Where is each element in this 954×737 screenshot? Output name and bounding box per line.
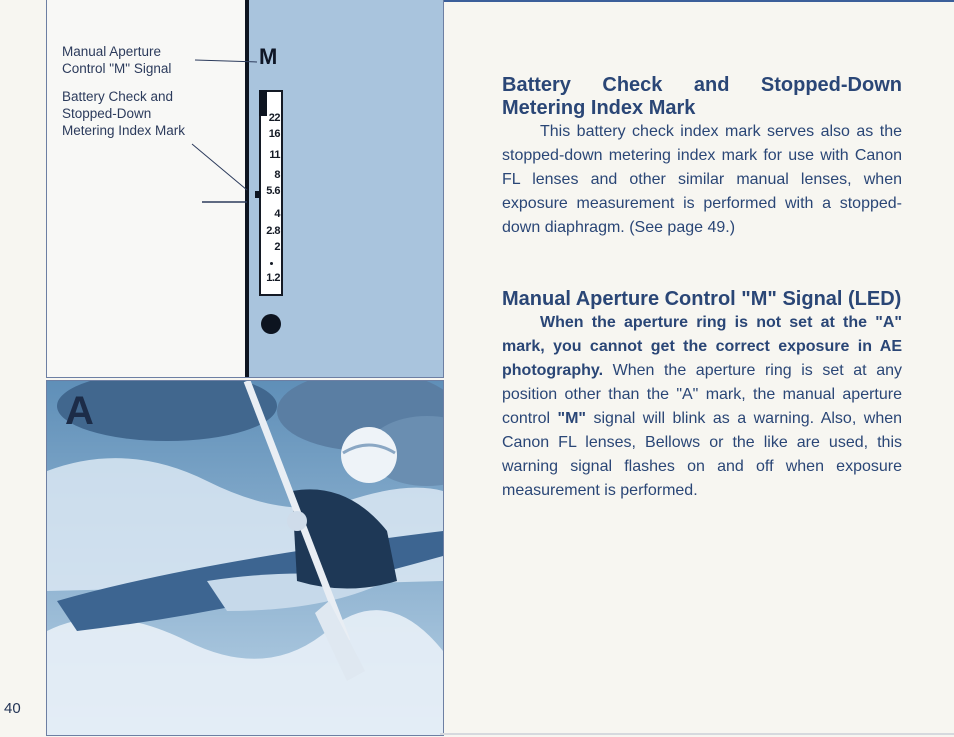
bold-warning: When the aperture ring is not set at the "A" mark, you cannot get the correct exposure in AE photography. (502, 314, 902, 379)
section-body: When the aperture ring is not set at the "A" mark, you cannot get the correct exposure in AE photography. When the aperture ring is set at any position other than the "A" mark, the manual aperture control "M" signal will blink as a warning. Also, when Canon FL lenses, Bellows or the like are used, this warning signal flashes on and off when exposure measurement is performed. (502, 314, 903, 499)
aperture-value: 2.8 (266, 225, 280, 237)
ae-mode-letter: A (65, 389, 94, 433)
bottom-rule (440, 733, 954, 735)
section-manual-aperture (502, 288, 902, 503)
top-rule (440, 0, 954, 2)
viewfinder-diagram (46, 0, 444, 378)
page-number: 40 (4, 700, 21, 717)
section-battery-check (502, 74, 902, 240)
aperture-value: 11 (269, 149, 280, 161)
manual-aperture-m-signal: M (259, 44, 278, 69)
aperture-value: 5.6 (266, 185, 280, 197)
aperture-value: 22 (268, 112, 280, 124)
aperture-value: 2 (274, 241, 280, 253)
label-battery-check: Battery Check and Stopped-Down Metering Index Mark (62, 89, 186, 138)
aperture-value: 1.2 (266, 272, 280, 284)
aperture-value: 4 (274, 208, 280, 220)
kayak-photo (46, 380, 444, 736)
section-heading: Battery Check and Stopped-Down Metering Index Mark (502, 74, 902, 119)
aperture-value: 16 (268, 128, 280, 140)
section-body: This battery check index mark serves also as the stopped-down metering index mark for use with Canon FL lenses and other similar manual lenses, when exposure measurement is performed with a stopped-down diaphragm. (See page 49.) (502, 123, 902, 236)
aperture-value: 8 (274, 169, 280, 181)
label-manual-aperture: Manual Aperture Control "M" Signal (62, 44, 172, 76)
section-heading: Manual Aperture Control "M" Signal (LED) (502, 288, 902, 310)
